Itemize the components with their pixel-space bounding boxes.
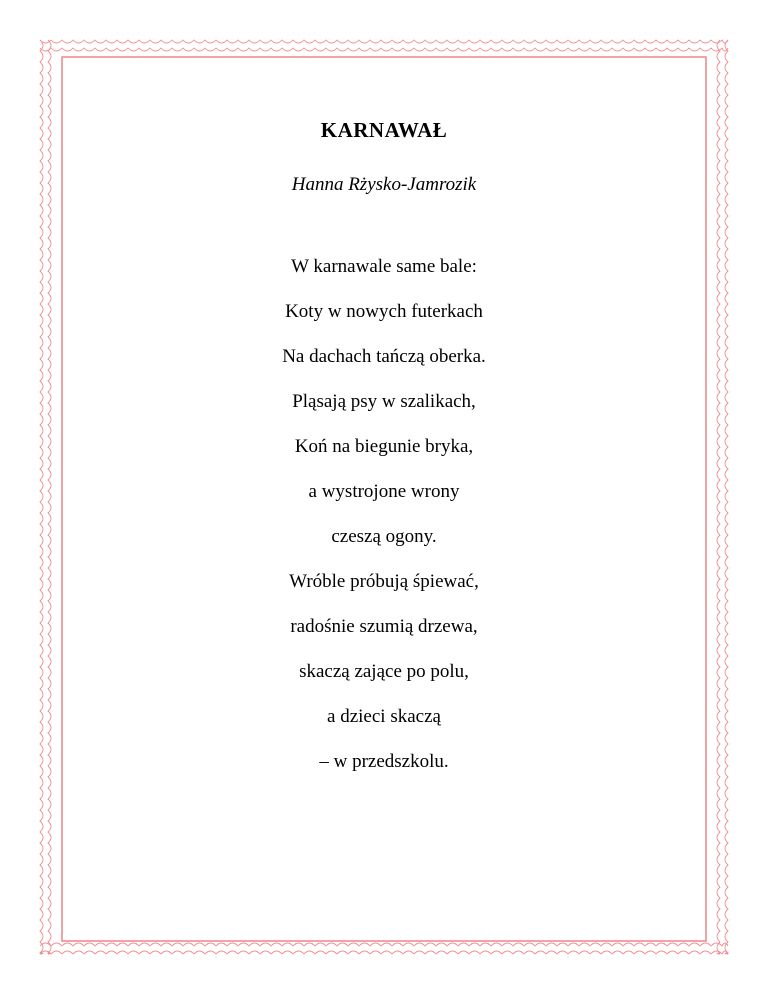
poem-line: Koń na biegunie bryka,: [294, 436, 474, 457]
poem-line: a wystrojone wrony: [308, 481, 460, 502]
poem-line: czeszą ogony.: [331, 526, 437, 547]
poem-line: W karnawale same bale:: [291, 256, 477, 277]
poem-title: KARNAWAŁ: [320, 118, 448, 142]
poem-line: – w przedszkolu.: [319, 751, 449, 772]
poem-line: a dzieci skaczą: [327, 706, 441, 727]
poem-line: skaczą zające po polu,: [299, 661, 469, 682]
poem-author: Hanna Rżysko-Jamrozik: [291, 174, 477, 195]
poem-line: Na dachach tańczą oberka.: [282, 346, 486, 367]
poem-line: Pląsają psy w szalikach,: [292, 391, 476, 412]
poem-line: Koty w nowych futerkach: [285, 301, 483, 322]
poem-line: radośnie szumią drzewa,: [290, 616, 478, 637]
poem-line: Wróble próbują śpiewać,: [289, 571, 479, 592]
